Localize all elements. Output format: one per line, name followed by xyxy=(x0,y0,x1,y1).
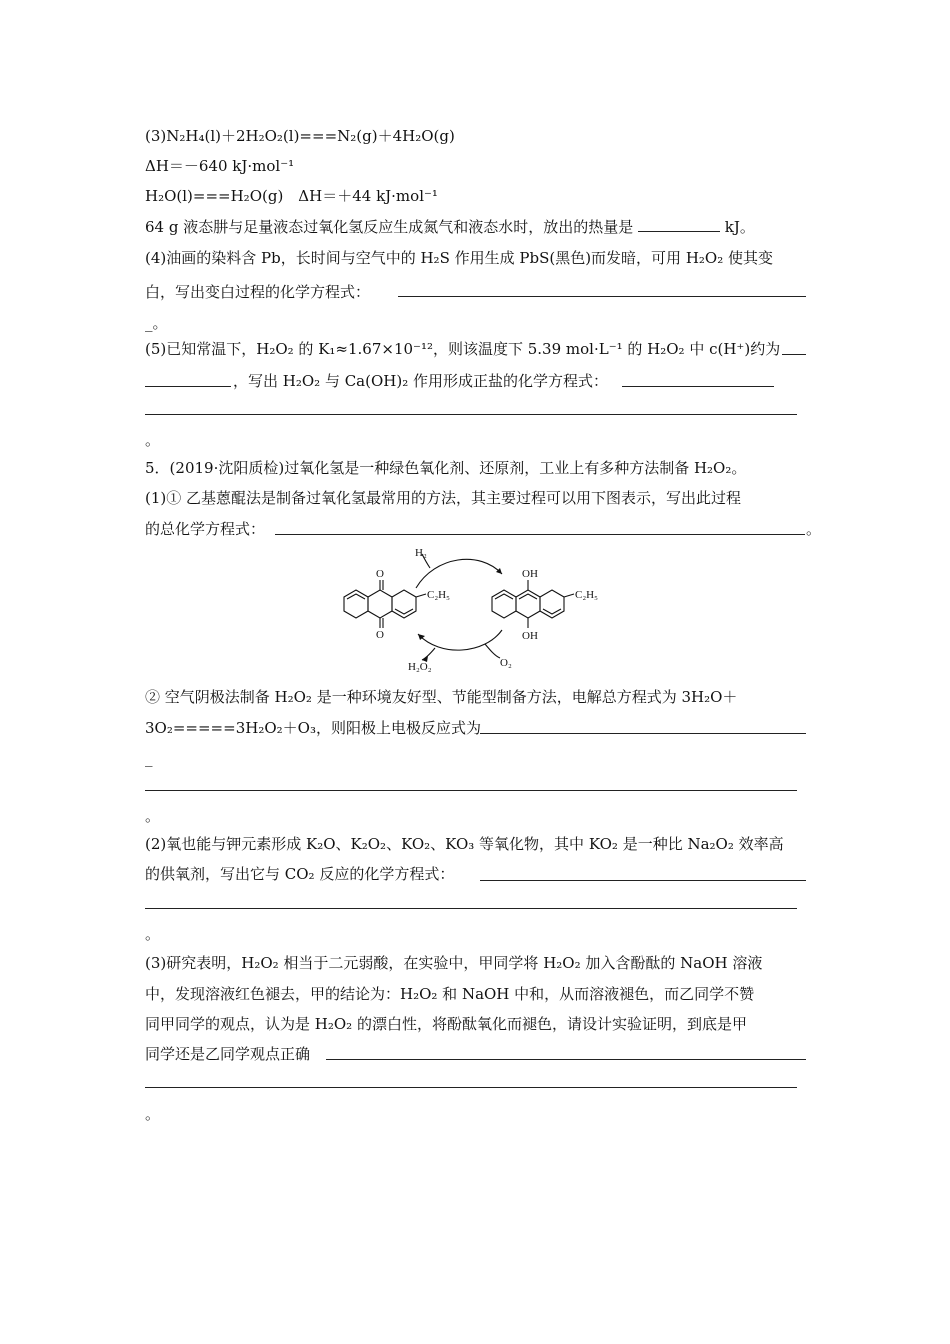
oxidation-arrow xyxy=(418,630,502,650)
p5-s1-blank[interactable] xyxy=(275,534,805,535)
p5-s3-line-2: 的供氧剂，写出它与 CO₂ 反应的化学方程式： xyxy=(145,865,455,883)
q3-question xyxy=(145,217,755,237)
q4-end: _。 xyxy=(145,314,168,332)
p5-s4-line-2: 中，发现溶液红色褪去，甲的结论为：H₂O₂ 和 NaOH 中和，从而溶液褪色，而乙同学不赞 xyxy=(145,985,755,1003)
o2-branch xyxy=(485,644,500,658)
p5-s3-line-1: (2)氧也能与钾元素形成 K₂O、K₂O₂、KO₂、KO₃ 等氧化物，其中 KO₂ 是一种比 Na₂O₂ 效率高 xyxy=(145,835,784,853)
q3-equation-1: (3)N₂H₄(l)＋2H₂O₂(l)===N₂(g)＋4H₂O(g) xyxy=(145,127,455,145)
p5-s1-line-1: (1)① 乙基蒽醌法是制备过氧化氢最常用的方法，其主要过程可以用下图表示，写出此过程 xyxy=(145,489,742,507)
label-oh-bottom: OH xyxy=(522,630,538,642)
p5-s2-line-2: 3O₂=====3H₂O₂＋O₃，则阳极上电极反应式为 xyxy=(145,719,481,737)
h2o2-branch xyxy=(422,648,435,660)
p5-s3-end: 。 xyxy=(145,925,161,943)
q3-enthalpy-1: ΔH＝－640 kJ·mol⁻¹ xyxy=(145,157,295,175)
q5-line-1: (5)已知常温下，H₂O₂ 的 K₁≈1.67×10⁻¹²，则该温度下 5.39 mol·L⁻¹ 的 H₂O₂ 中 c(H⁺)约为 xyxy=(145,340,781,358)
q3-answer-blank[interactable] xyxy=(638,217,720,232)
p5-s2-end: 。 xyxy=(145,807,161,825)
label-o-bottom: O xyxy=(376,629,384,641)
q4-answer-blank[interactable] xyxy=(398,296,806,297)
q3-question-unit: kJ。 xyxy=(724,218,755,236)
p5-title: 5．(2019·沈阳质检)过氧化氢是一种绿色氧化剂、还原剂，工业上有多种方法制备 H₂O₂。 xyxy=(145,459,747,477)
q4-line-1: (4)油画的染料含 Pb，长时间与空气中的 H₂S 作用生成 PbS(黑色)而发暗，可用 H₂O₂ 使其变 xyxy=(145,249,774,267)
q3-equation-2: H₂O(l)===H₂O(g) ΔH＝＋44 kJ·mol⁻¹ xyxy=(145,187,438,205)
ethylanthrahydroquinone-structure xyxy=(492,580,574,628)
label-oh-top: OH xyxy=(522,568,538,580)
q3-question-text: 64 g 液态肼与足量液态过氧化氢反应生成氮气和液态水时，放出的热量是 xyxy=(145,218,634,236)
p5-s1-line-2: 的总化学方程式： xyxy=(145,520,266,538)
label-c2h5-left: C₂H₅ xyxy=(427,589,450,601)
q4-line-2 xyxy=(145,282,370,302)
q5-line-2: ，写出 H₂O₂ 与 Ca(OH)₂ 作用形成正盐的化学方程式： xyxy=(233,372,608,390)
ethylanthraquinone-structure xyxy=(344,580,426,628)
p5-s4-blank-1[interactable] xyxy=(326,1059,806,1060)
q5-blank-2b[interactable] xyxy=(145,414,797,415)
label-c2h5-right: C₂H₅ xyxy=(575,589,598,601)
p5-s3-blank-2[interactable] xyxy=(145,908,797,909)
label-o2: O₂ xyxy=(500,657,512,669)
p5-s2-blank-2[interactable] xyxy=(145,790,797,791)
label-o-top: O xyxy=(376,568,384,580)
p5-s2-line-3: _ xyxy=(145,749,153,767)
p5-s4-end: 。 xyxy=(145,1105,161,1123)
p5-s4-line-3: 同甲同学的观点，认为是 H₂O₂ 的漂白性，将酚酞氧化而褪色，请设计实验证明，到底是甲 xyxy=(145,1015,747,1033)
q4-line-2-text: 白，写出变白过程的化学方程式： xyxy=(145,283,371,301)
p5-s1-end: 。 xyxy=(806,520,822,538)
label-h2: H₂ xyxy=(415,547,427,559)
label-h2o2: H₂O₂ xyxy=(408,661,432,673)
p5-s4-blank-2[interactable] xyxy=(145,1087,797,1088)
anthraquinone-process-diagram xyxy=(330,540,630,675)
q5-blank-1b[interactable] xyxy=(145,386,231,387)
q5-blank-2a[interactable] xyxy=(622,386,774,387)
q5-blank-1a[interactable] xyxy=(782,354,806,355)
p5-s4-line-4: 同学还是乙同学观点正确 xyxy=(145,1045,311,1063)
p5-s2-line-1: ② 空气阴极法制备 H₂O₂ 是一种环境友好型、节能型制备方法，电解总方程式为 3H₂O＋ xyxy=(145,688,738,706)
p5-s4-line-1: (3)研究表明，H₂O₂ 相当于二元弱酸，在实验中，甲同学将 H₂O₂ 加入含酚酞的 NaOH 溶液 xyxy=(145,954,763,972)
p5-s2-blank-1[interactable] xyxy=(480,733,806,734)
q5-end: 。 xyxy=(145,431,161,449)
p5-s3-blank-1[interactable] xyxy=(480,880,806,881)
hydrogenation-arrow xyxy=(416,559,502,588)
